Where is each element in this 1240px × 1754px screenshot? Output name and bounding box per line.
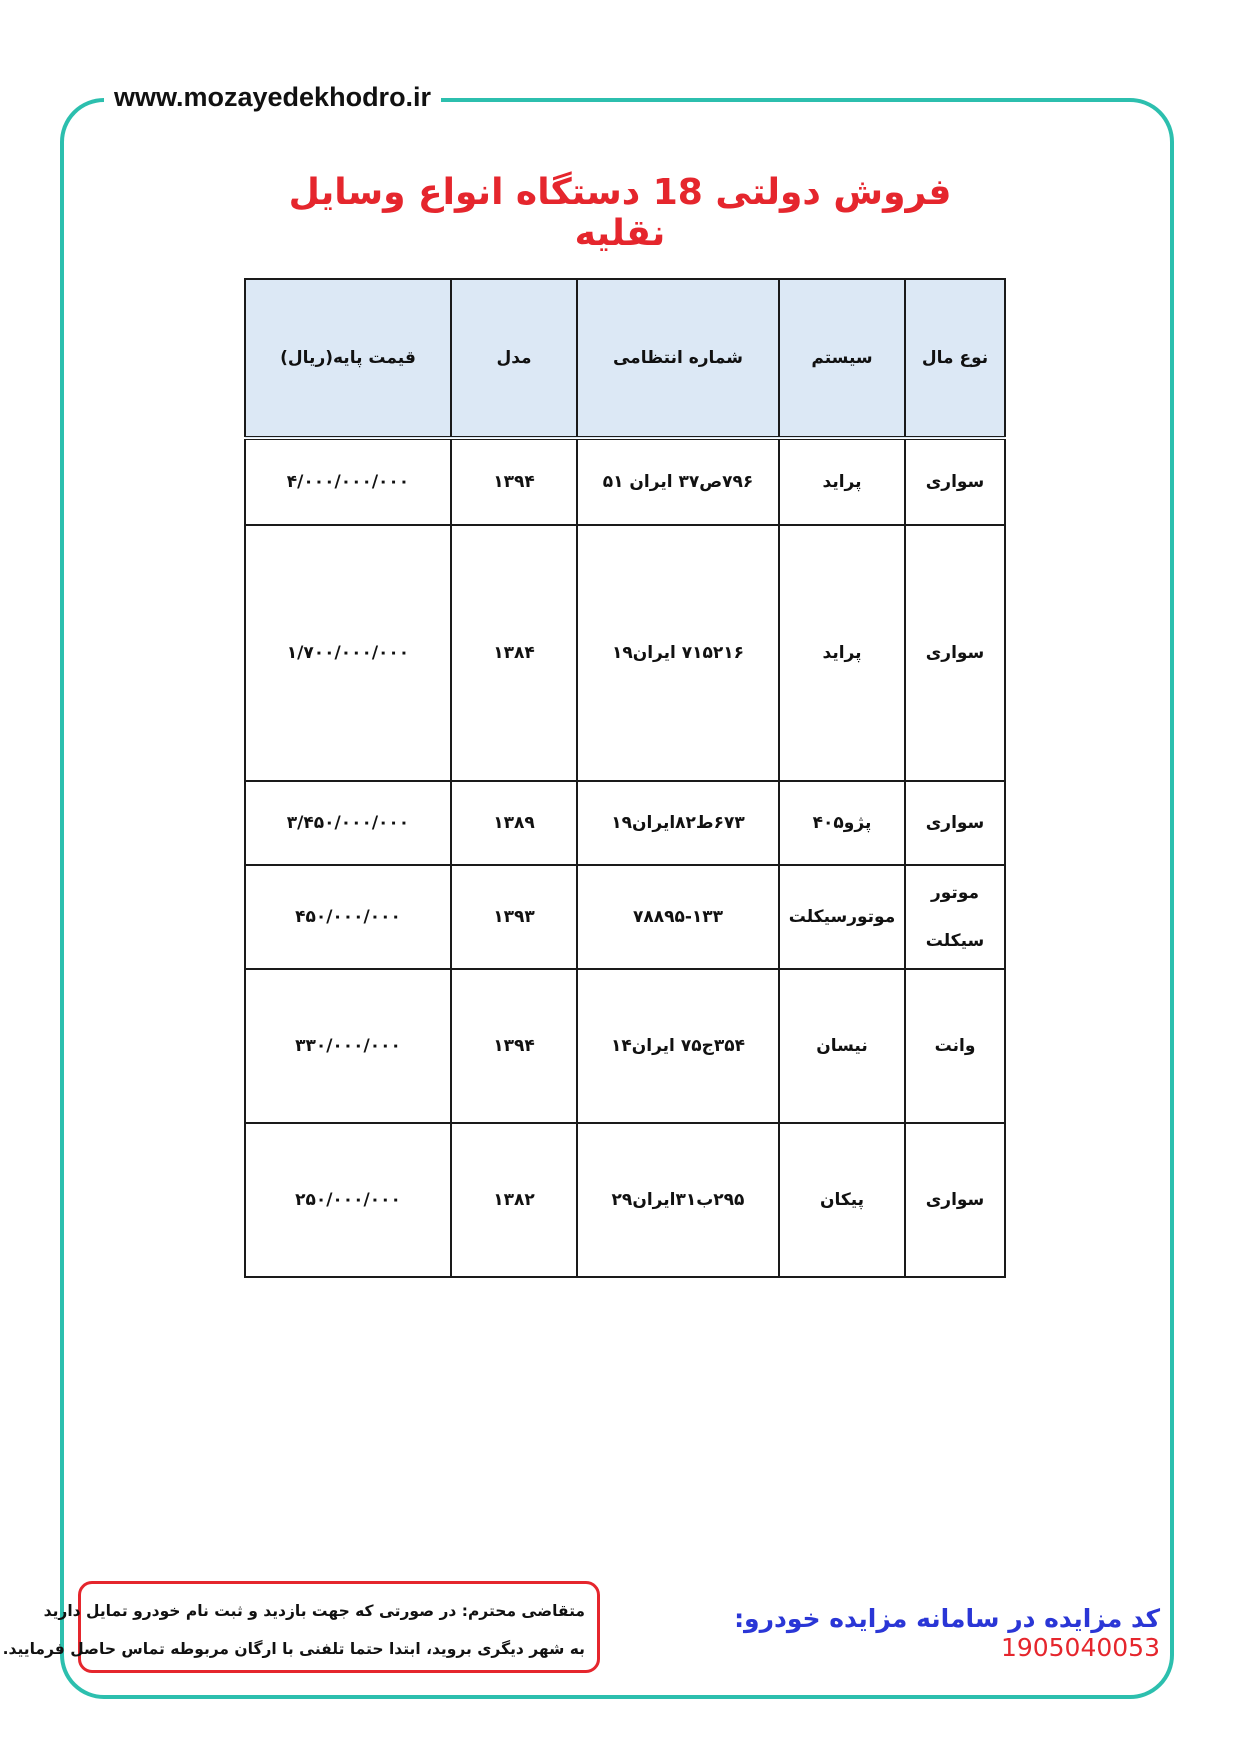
table-row <box>245 525 1005 781</box>
cell-model: ۱۳۸۲ <box>451 1123 577 1277</box>
visit-notice-box <box>2 1581 600 1673</box>
site-url[interactable]: www.mozayedekhodro.ir <box>104 80 441 114</box>
table-row <box>245 969 1005 1123</box>
cell-type: سواری <box>905 781 1005 865</box>
column-header-system: سیستم <box>779 279 905 438</box>
cell-type-line2: سیکلت <box>925 931 985 951</box>
table-row <box>245 865 1005 969</box>
column-header-model: مدل <box>451 279 577 438</box>
cell-model: ۱۳۹۴ <box>451 969 577 1123</box>
cell-system: پراید <box>779 438 905 525</box>
cell-model: ۱۳۹۴ <box>451 438 577 525</box>
cell-price: ۱/۷۰۰/۰۰۰/۰۰۰ <box>245 525 451 781</box>
cell-price: ۴۵۰/۰۰۰/۰۰۰ <box>245 865 451 969</box>
cell-price: ۲۵۰/۰۰۰/۰۰۰ <box>245 1123 451 1277</box>
table-header-row <box>245 279 1005 438</box>
column-header-type: نوع مال <box>905 279 1005 438</box>
cell-type-line1: موتور <box>930 883 979 903</box>
cell-plate: ۷۸۸۹۵-۱۳۳ <box>577 865 779 969</box>
cell-plate: ۲۹۵ب۳۱ایران۲۹ <box>577 1123 779 1277</box>
cell-plate: ۶۷۳ط۸۲ایران۱۹ <box>577 781 779 865</box>
cell-system: پیکان <box>779 1123 905 1277</box>
cell-model: ۱۳۸۴ <box>451 525 577 781</box>
cell-plate: ۳۵۴ج۷۵ ایران۱۴ <box>577 969 779 1123</box>
notice-line-1: متقاضی محترم: در صورتی که جهت بازدید و ثبت نام خودرو تمایل دارید <box>43 1602 585 1620</box>
cell-type: وانت <box>905 969 1005 1123</box>
cell-price: ۳/۴۵۰/۰۰۰/۰۰۰ <box>245 781 451 865</box>
cell-type: سواری <box>905 525 1005 781</box>
cell-plate: ۷۱۵۲۱۶ ایران۱۹ <box>577 525 779 781</box>
table-row <box>245 1123 1005 1277</box>
page-title: فروش دولتی 18 دستگاه انواع وسایل نقلیه <box>288 172 952 254</box>
auction-code-number: 1905040053 <box>1000 1633 1160 1662</box>
auction-code <box>650 1604 1160 1662</box>
cell-system: نیسان <box>779 969 905 1123</box>
cell-type <box>905 865 1005 969</box>
cell-price: ۴/۰۰۰/۰۰۰/۰۰۰ <box>245 438 451 525</box>
cell-model: ۱۳۹۳ <box>451 865 577 969</box>
auction-code-label: کد مزایده در سامانه مزایده خودرو: <box>734 1604 1160 1633</box>
table-row <box>245 781 1005 865</box>
cell-plate: ۷۹۶ص۳۷ ایران ۵۱ <box>577 438 779 525</box>
table-row <box>245 438 1005 525</box>
column-header-plate: شماره انتظامی <box>577 279 779 438</box>
column-header-price: قیمت پایه(ریال) <box>245 279 451 438</box>
cell-type: سواری <box>905 1123 1005 1277</box>
cell-system: موتورسیکلت <box>779 865 905 969</box>
notice-line-2: به شهر دیگری بروید، ابتدا حتما تلفنی با ارگان مربوطه تماس حاصل فرمایید. <box>2 1640 585 1658</box>
cell-system: پراید <box>779 525 905 781</box>
cell-model: ۱۳۸۹ <box>451 781 577 865</box>
cell-system: پژو۴۰۵ <box>779 781 905 865</box>
cell-type: سواری <box>905 438 1005 525</box>
cell-price: ۳۳۰/۰۰۰/۰۰۰ <box>245 969 451 1123</box>
vehicles-table <box>244 278 1006 1278</box>
